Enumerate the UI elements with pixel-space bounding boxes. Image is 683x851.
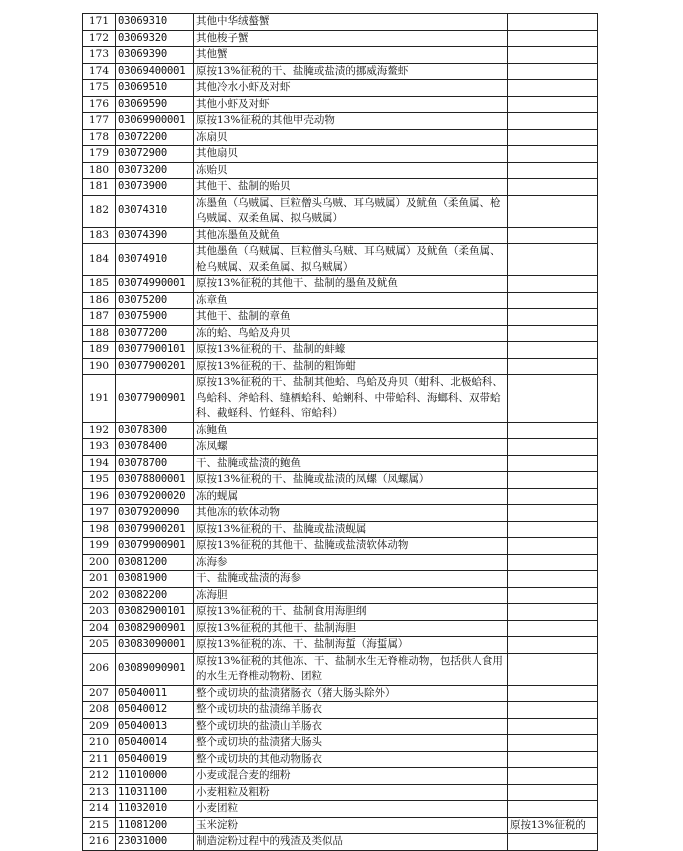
remark-cell [508, 751, 598, 768]
commodity-code: 05040012 [116, 702, 194, 719]
table-row [83, 162, 598, 179]
table-row [83, 146, 598, 163]
table-row [83, 620, 598, 637]
commodity-code: 03082200 [116, 587, 194, 604]
remark-cell [508, 113, 598, 130]
remark-cell [508, 309, 598, 326]
remark-cell [508, 505, 598, 522]
commodity-code: 05040019 [116, 751, 194, 768]
commodity-name: 冻扇贝 [194, 129, 508, 146]
table-row [83, 604, 598, 621]
commodity-name: 玉米淀粉 [194, 817, 508, 834]
table-row [83, 784, 598, 801]
commodity-name: 冻章鱼 [194, 292, 508, 309]
commodity-code: 23031000 [116, 834, 194, 851]
remark-cell [508, 538, 598, 555]
remark-cell [508, 488, 598, 505]
row-number: 178 [83, 129, 116, 146]
remark-cell [508, 63, 598, 80]
row-number: 175 [83, 80, 116, 97]
table-row [83, 571, 598, 588]
table-row [83, 47, 598, 64]
remark-cell [508, 292, 598, 309]
remark-cell [508, 521, 598, 538]
commodity-code: 03075900 [116, 309, 194, 326]
remark-cell [508, 455, 598, 472]
remark-cell [508, 702, 598, 719]
commodity-name: 其他扇贝 [194, 146, 508, 163]
commodity-code: 03069510 [116, 80, 194, 97]
commodity-code: 03081200 [116, 554, 194, 571]
commodity-code: 03089090901 [116, 653, 194, 685]
commodity-code: 03074910 [116, 244, 194, 276]
remark-cell [508, 195, 598, 227]
commodity-name: 原按13%征税的干、盐腌或盐渍的挪威海鳌虾 [194, 63, 508, 80]
commodity-name: 干、盐腌或盐渍的鲍鱼 [194, 455, 508, 472]
table-row [83, 292, 598, 309]
row-number: 181 [83, 179, 116, 196]
commodity-name: 小麦或混合麦的细粉 [194, 768, 508, 785]
commodity-name: 冻贻贝 [194, 162, 508, 179]
remark-cell [508, 14, 598, 31]
row-number: 177 [83, 113, 116, 130]
row-number: 195 [83, 472, 116, 489]
commodity-name: 原按13%征税的冻、干、盐制海蜇（海蜇属） [194, 637, 508, 654]
table-row [83, 735, 598, 752]
table-row [83, 801, 598, 818]
table-row [83, 505, 598, 522]
table-row [83, 30, 598, 47]
commodity-code: 03079200020 [116, 488, 194, 505]
table-row [83, 817, 598, 834]
row-number: 180 [83, 162, 116, 179]
remark-cell [508, 96, 598, 113]
commodity-name: 原按13%征税的干、盐制的蚌蠔 [194, 342, 508, 359]
commodity-name: 其他干、盐制的章鱼 [194, 309, 508, 326]
row-number: 192 [83, 422, 116, 439]
commodity-code: 03079900201 [116, 521, 194, 538]
tariff-table [82, 13, 598, 851]
commodity-name: 冻凤螺 [194, 439, 508, 456]
commodity-name: 原按13%征税的其他冻、干、盐制水生无脊椎动物，包括供人食用的水生无脊椎动物粉、团粒 [194, 653, 508, 685]
commodity-name: 原按13%征税的其他干、盐腌或盐渍软体动物 [194, 538, 508, 555]
row-number: 215 [83, 817, 116, 834]
commodity-code: 03069400001 [116, 63, 194, 80]
table-row [83, 718, 598, 735]
row-number: 213 [83, 784, 116, 801]
commodity-name: 其他小虾及对虾 [194, 96, 508, 113]
remark-cell [508, 30, 598, 47]
row-number: 172 [83, 30, 116, 47]
commodity-code: 03081900 [116, 571, 194, 588]
commodity-code: 03074390 [116, 227, 194, 244]
table-row [83, 455, 598, 472]
commodity-name: 其他蟹 [194, 47, 508, 64]
table-row [83, 113, 598, 130]
row-number: 189 [83, 342, 116, 359]
row-number: 174 [83, 63, 116, 80]
row-number: 208 [83, 702, 116, 719]
commodity-name: 冻的蛤、鸟蛤及舟贝 [194, 325, 508, 342]
commodity-name: 其他冻的软体动物 [194, 505, 508, 522]
remark-cell [508, 162, 598, 179]
table-row [83, 195, 598, 227]
remark-cell [508, 129, 598, 146]
remark-cell [508, 653, 598, 685]
commodity-code: 11010000 [116, 768, 194, 785]
commodity-code: 05040014 [116, 735, 194, 752]
table-row [83, 834, 598, 851]
row-number: 210 [83, 735, 116, 752]
commodity-name: 原按13%征税的干、盐制食用海胆纲 [194, 604, 508, 621]
remark-cell [508, 80, 598, 97]
row-number: 183 [83, 227, 116, 244]
commodity-name: 原按13%征税的干、盐制其他蛤、鸟蛤及舟贝（蚶科、北极蛤科、鸟蛤科、斧蛤科、缝栖蛤科、蛤蜊科、中带蛤科、海螂科、双带蛤科、截蛏科、竹蛏科、帘蛤科） [194, 375, 508, 423]
row-number: 184 [83, 244, 116, 276]
commodity-code: 11032010 [116, 801, 194, 818]
remark-cell [508, 620, 598, 637]
remark-cell [508, 834, 598, 851]
commodity-name: 冻海胆 [194, 587, 508, 604]
table-row [83, 358, 598, 375]
remark-cell [508, 146, 598, 163]
commodity-code: 03074990001 [116, 276, 194, 293]
row-number: 193 [83, 439, 116, 456]
commodity-name: 整个或切块的盐渍山羊肠衣 [194, 718, 508, 735]
row-number: 191 [83, 375, 116, 423]
commodity-code: 03083090001 [116, 637, 194, 654]
commodity-code: 03077900901 [116, 375, 194, 423]
row-number: 206 [83, 653, 116, 685]
row-number: 182 [83, 195, 116, 227]
table-row [83, 342, 598, 359]
commodity-code: 03069310 [116, 14, 194, 31]
commodity-code: 03069320 [116, 30, 194, 47]
row-number: 203 [83, 604, 116, 621]
row-number: 199 [83, 538, 116, 555]
commodity-code: 03072900 [116, 146, 194, 163]
table-row [83, 179, 598, 196]
commodity-name: 冻墨鱼（乌贼属、巨粒僧头乌贼、耳乌贼属）及鱿鱼（柔鱼属、枪乌贼属、双柔鱼属、拟乌贼属） [194, 195, 508, 227]
remark-cell [508, 784, 598, 801]
table-row [83, 521, 598, 538]
table-row [83, 14, 598, 31]
commodity-code: 05040013 [116, 718, 194, 735]
table-row [83, 637, 598, 654]
table-row [83, 702, 598, 719]
row-number: 194 [83, 455, 116, 472]
commodity-code: 03079900901 [116, 538, 194, 555]
remark-cell [508, 47, 598, 64]
row-number: 185 [83, 276, 116, 293]
table-row [83, 653, 598, 685]
commodity-name: 小麦粗粒及粗粉 [194, 784, 508, 801]
commodity-name: 冻鲍鱼 [194, 422, 508, 439]
remark-cell [508, 325, 598, 342]
commodity-name: 制造淀粉过程中的残渣及类似品 [194, 834, 508, 851]
table-row [83, 129, 598, 146]
remark-cell [508, 179, 598, 196]
commodity-name: 原按13%征税的其他干、盐制海胆 [194, 620, 508, 637]
commodity-name: 原按13%征税的干、盐腌或盐渍蚬属 [194, 521, 508, 538]
commodity-name: 整个或切块的盐渍猪肠衣（猪大肠头除外） [194, 685, 508, 702]
remark-cell [508, 554, 598, 571]
row-number: 207 [83, 685, 116, 702]
commodity-name: 原按13%征税的其他甲壳动物 [194, 113, 508, 130]
commodity-code: 03078800001 [116, 472, 194, 489]
commodity-code: 11031100 [116, 784, 194, 801]
remark-cell: 原按13%征税的 [508, 817, 598, 834]
row-number: 176 [83, 96, 116, 113]
row-number: 173 [83, 47, 116, 64]
row-number: 204 [83, 620, 116, 637]
remark-cell [508, 637, 598, 654]
table-row [83, 96, 598, 113]
row-number: 188 [83, 325, 116, 342]
row-number: 202 [83, 587, 116, 604]
commodity-name: 冻海参 [194, 554, 508, 571]
remark-cell [508, 244, 598, 276]
table-row [83, 276, 598, 293]
row-number: 209 [83, 718, 116, 735]
commodity-code: 03069590 [116, 96, 194, 113]
commodity-name: 其他墨鱼（乌贼属、巨粒僧头乌贼、耳乌贼属）及鱿鱼（柔鱼属、枪乌贼属、双柔鱼属、拟乌贼属） [194, 244, 508, 276]
commodity-code: 03077200 [116, 325, 194, 342]
remark-cell [508, 375, 598, 423]
table-row [83, 488, 598, 505]
remark-cell [508, 801, 598, 818]
commodity-code: 03073200 [116, 162, 194, 179]
table-row [83, 309, 598, 326]
commodity-code: 03082900901 [116, 620, 194, 637]
row-number: 186 [83, 292, 116, 309]
remark-cell [508, 439, 598, 456]
table-row [83, 587, 598, 604]
row-number: 216 [83, 834, 116, 851]
table-row [83, 554, 598, 571]
remark-cell [508, 276, 598, 293]
commodity-name: 整个或切块的盐渍猪大肠头 [194, 735, 508, 752]
table-body [83, 14, 598, 851]
row-number: 171 [83, 14, 116, 31]
commodity-name: 小麦团粒 [194, 801, 508, 818]
row-number: 201 [83, 571, 116, 588]
commodity-code: 03075200 [116, 292, 194, 309]
commodity-name: 干、盐腌或盐渍的海参 [194, 571, 508, 588]
commodity-code: 11081200 [116, 817, 194, 834]
commodity-code: 03072200 [116, 129, 194, 146]
commodity-code: 05040011 [116, 685, 194, 702]
row-number: 214 [83, 801, 116, 818]
commodity-name: 其他干、盐制的贻贝 [194, 179, 508, 196]
row-number: 187 [83, 309, 116, 326]
row-number: 200 [83, 554, 116, 571]
remark-cell [508, 358, 598, 375]
remark-cell [508, 587, 598, 604]
remark-cell [508, 735, 598, 752]
commodity-name: 原按13%征税的其他干、盐制的墨鱼及鱿鱼 [194, 276, 508, 293]
commodity-code: 0307920090 [116, 505, 194, 522]
row-number: 211 [83, 751, 116, 768]
commodity-name: 其他梭子蟹 [194, 30, 508, 47]
commodity-name: 冻的蚬属 [194, 488, 508, 505]
remark-cell [508, 718, 598, 735]
row-number: 205 [83, 637, 116, 654]
table-row [83, 422, 598, 439]
table-row [83, 227, 598, 244]
remark-cell [508, 422, 598, 439]
commodity-code: 03078700 [116, 455, 194, 472]
remark-cell [508, 685, 598, 702]
table-row [83, 244, 598, 276]
table-row [83, 375, 598, 423]
remark-cell [508, 604, 598, 621]
commodity-code: 03078400 [116, 439, 194, 456]
commodity-name: 整个或切块的盐渍绵羊肠衣 [194, 702, 508, 719]
commodity-code: 03074310 [116, 195, 194, 227]
table-row [83, 63, 598, 80]
table-row [83, 472, 598, 489]
table-row [83, 439, 598, 456]
table-row [83, 325, 598, 342]
row-number: 179 [83, 146, 116, 163]
commodity-code: 03069390 [116, 47, 194, 64]
table-row [83, 80, 598, 97]
commodity-name: 其他冷水小虾及对虾 [194, 80, 508, 97]
commodity-name: 其他冻墨鱼及鱿鱼 [194, 227, 508, 244]
commodity-code: 03078300 [116, 422, 194, 439]
row-number: 190 [83, 358, 116, 375]
commodity-name: 整个或切块的其他动物肠衣 [194, 751, 508, 768]
row-number: 198 [83, 521, 116, 538]
remark-cell [508, 472, 598, 489]
commodity-name: 其他中华绒螯蟹 [194, 14, 508, 31]
commodity-code: 03069900001 [116, 113, 194, 130]
commodity-code: 03073900 [116, 179, 194, 196]
row-number: 196 [83, 488, 116, 505]
commodity-name: 原按13%征税的干、盐腌或盐渍的凤螺（凤螺属） [194, 472, 508, 489]
table-row [83, 685, 598, 702]
row-number: 197 [83, 505, 116, 522]
remark-cell [508, 342, 598, 359]
row-number: 212 [83, 768, 116, 785]
table-row [83, 751, 598, 768]
remark-cell [508, 227, 598, 244]
commodity-code: 03082900101 [116, 604, 194, 621]
table-row [83, 538, 598, 555]
remark-cell [508, 571, 598, 588]
commodity-name: 原按13%征税的干、盐制的粗饰蚶 [194, 358, 508, 375]
commodity-code: 03077900101 [116, 342, 194, 359]
commodity-code: 03077900201 [116, 358, 194, 375]
